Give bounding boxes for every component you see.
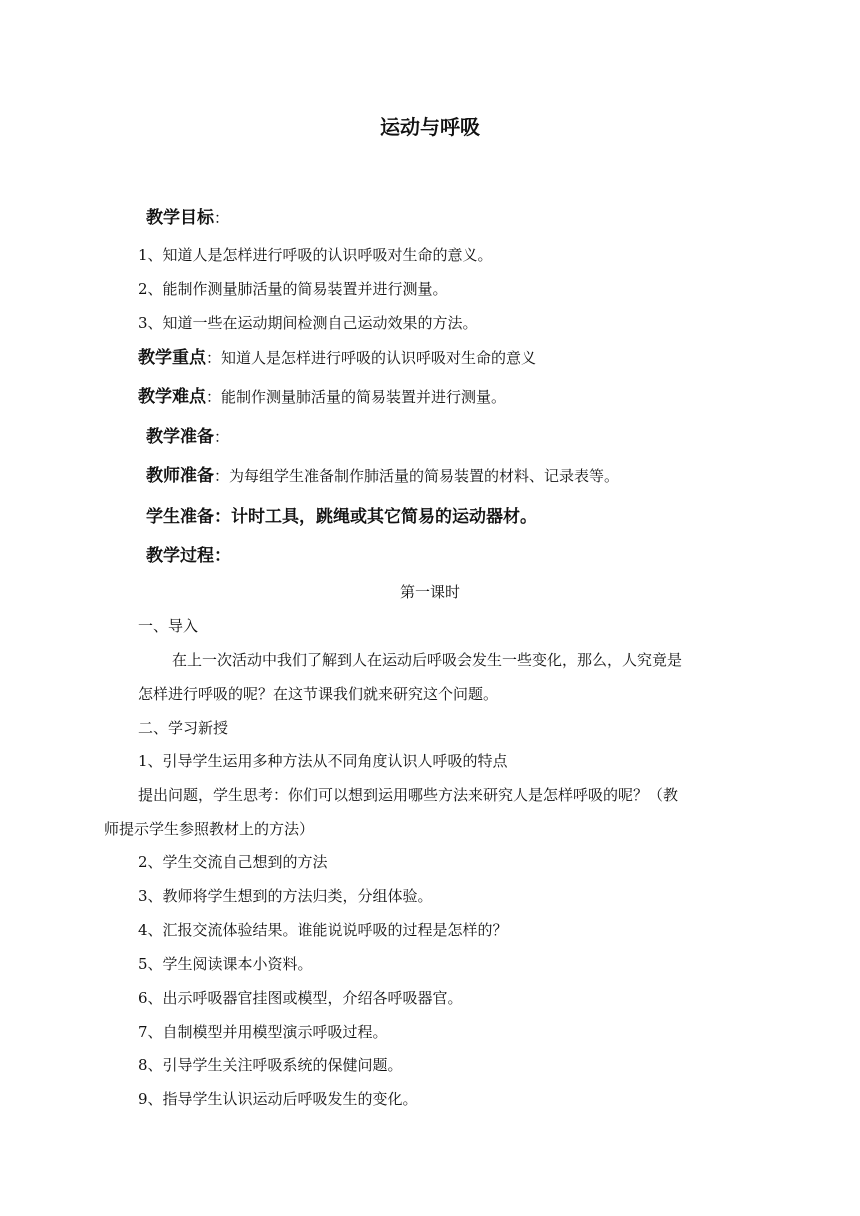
intro-heading: 一、导入 bbox=[138, 617, 199, 635]
step-7: 7、自制模型并用模型演示呼吸过程。 bbox=[138, 1023, 388, 1041]
lesson-title: 第一课时 bbox=[399, 583, 460, 601]
step-3: 3、教师将学生想到的方法归类，分组体验。 bbox=[138, 887, 433, 905]
step-9: 9、指导学生认识运动后呼吸发生的变化。 bbox=[138, 1090, 418, 1108]
process-heading: 教学过程： bbox=[146, 546, 231, 566]
document-title: 运动与呼吸 bbox=[380, 115, 480, 139]
preparation-heading-colon: ： bbox=[214, 428, 230, 446]
key-points-text: ：知道人是怎样进行呼吸的认识呼吸对生命的意义 bbox=[206, 349, 537, 367]
preparation-heading-label: 教学准备 bbox=[146, 427, 214, 447]
step-1: 1、引导学生运用多种方法从不同角度认识人呼吸的特点 bbox=[138, 752, 508, 770]
question-line-1: 提出问题，学生思考：你们可以想到运用哪些方法来研究人是怎样呼吸的呢？（教 bbox=[138, 786, 679, 804]
difficulties-text: ：能制作测量肺活量的简易装置并进行测量。 bbox=[206, 388, 507, 406]
teacher-preparation-label: 教师准备 bbox=[146, 466, 214, 486]
difficulties bbox=[138, 387, 506, 407]
objective-item-1: 1、知道人是怎样进行呼吸的认识呼吸对生命的意义。 bbox=[138, 246, 493, 264]
intro-paragraph-line-1: 在上一次活动中我们了解到人在运动后呼吸会发生一些变化，那么，人究竟是 bbox=[172, 651, 683, 669]
key-points bbox=[138, 348, 536, 368]
teacher-preparation-text: ：为每组学生准备制作肺活量的简易装置的材料、记录表等。 bbox=[214, 467, 620, 485]
objectives-heading-label: 教学目标 bbox=[146, 208, 214, 228]
key-points-label: 教学重点 bbox=[138, 348, 206, 368]
step-2: 2、学生交流自己想到的方法 bbox=[138, 853, 328, 871]
step-5: 5、学生阅读课本小资料。 bbox=[138, 955, 313, 973]
objectives-heading-colon: ： bbox=[214, 209, 230, 227]
question-line-2: 师提示学生参照教材上的方法） bbox=[104, 820, 315, 838]
teacher-preparation bbox=[146, 466, 619, 486]
new-lesson-heading: 二、学习新授 bbox=[138, 719, 229, 737]
student-preparation: 学生准备：计时工具，跳绳或其它简易的运动器材。 bbox=[146, 507, 537, 527]
intro-paragraph-line-2: 怎样进行呼吸的呢？在这节课我们就来研究这个问题。 bbox=[138, 685, 499, 703]
step-8: 8、引导学生关注呼吸系统的保健问题。 bbox=[138, 1056, 403, 1074]
objectives-heading bbox=[146, 208, 229, 228]
preparation-heading bbox=[146, 427, 229, 447]
step-4: 4、汇报交流体验结果。谁能说说呼吸的过程是怎样的？ bbox=[138, 921, 508, 939]
difficulties-label: 教学难点 bbox=[138, 387, 206, 407]
objective-item-2: 2、能制作测量肺活量的简易装置并进行测量。 bbox=[138, 280, 448, 298]
step-6: 6、出示呼吸器官挂图或模型，介绍各呼吸器官。 bbox=[138, 989, 463, 1007]
objective-item-3: 3、知道一些在运动期间检测自己运动效果的方法。 bbox=[138, 314, 478, 332]
